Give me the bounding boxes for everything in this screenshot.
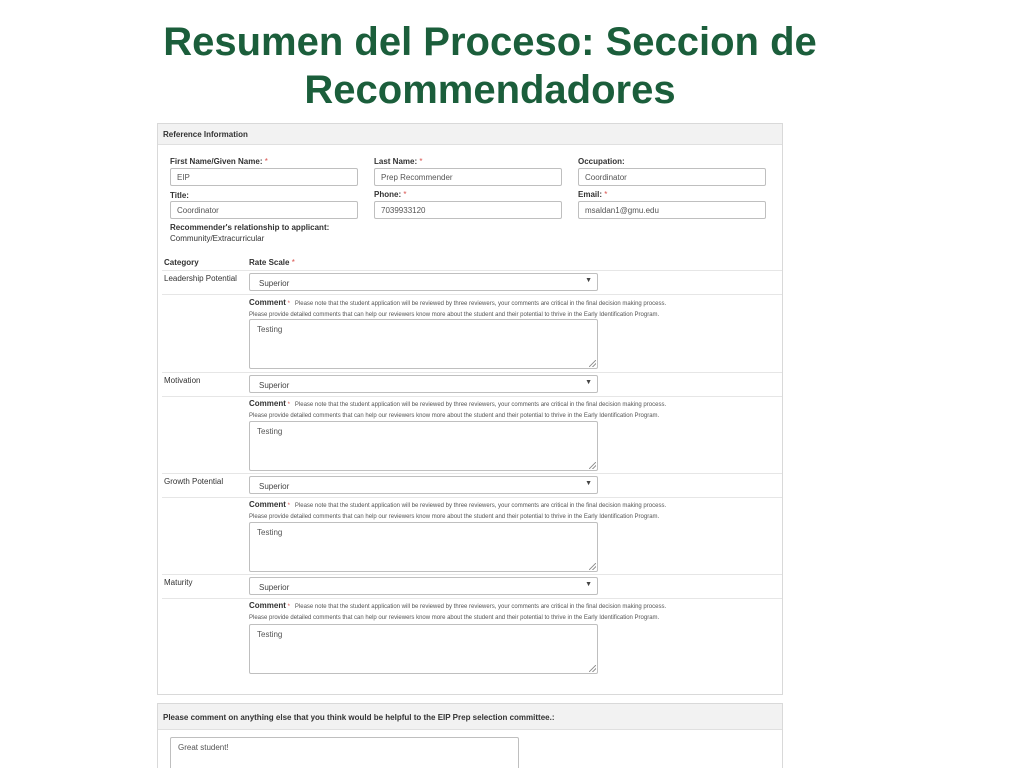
row-divider — [162, 372, 782, 373]
comment-textarea-leadership-potential[interactable]: Testing — [249, 319, 598, 369]
comment-textarea-growth-potential[interactable]: Testing — [249, 522, 598, 572]
first-name-field[interactable]: EIP — [170, 168, 358, 186]
rating-select-growth-potential[interactable]: Superior ▼ — [249, 476, 598, 494]
resize-handle-icon[interactable] — [589, 665, 596, 672]
relationship-value: Community/Extracurricular — [170, 234, 265, 243]
resize-handle-icon[interactable] — [589, 360, 596, 367]
last-name-field[interactable]: Prep Recommender — [374, 168, 562, 186]
category-column-header: Category — [164, 258, 199, 267]
row-divider — [162, 270, 782, 271]
reference-information-panel — [157, 123, 783, 695]
slide-title-line-1: Resumen del Proceso: Seccion de — [163, 20, 817, 64]
row-divider — [162, 497, 782, 498]
title-field[interactable]: Coordinator — [170, 201, 358, 219]
chevron-down-icon: ▼ — [585, 277, 592, 284]
row-divider — [162, 598, 782, 599]
additional-comments-textarea[interactable]: Great student! — [170, 737, 519, 768]
required-marker: * — [264, 157, 268, 166]
occupation-field[interactable]: Coordinator — [578, 168, 766, 186]
comment-instructions: Comment * Please note that the student application will be reviewed by three reviewers, your comments are critical in the final decision making process. Please provide detailed comments that can help our reviewers know more about the student and their potential to thrive in the Early Identification Program. — [249, 500, 667, 520]
resize-handle-icon[interactable] — [589, 462, 596, 469]
rating-select-maturity[interactable]: Superior ▼ — [249, 577, 598, 595]
rate-scale-column-header: Rate Scale * — [249, 258, 295, 267]
first-name-label: First Name/Given Name: * — [170, 157, 268, 166]
category-maturity: Maturity — [164, 578, 193, 587]
last-name-label: Last Name: * — [374, 157, 423, 166]
comment-instructions: Comment * Please note that the student application will be reviewed by three reviewers, your comments are critical in the final decision making process. Please provide detailed comments that can help our reviewers know more about the student and their potential to thrive in the Early Identification Program. — [249, 601, 667, 621]
row-divider — [162, 574, 782, 575]
slide-title-line-2: Recommendadores — [304, 68, 676, 112]
category-growth-potential: Growth Potential — [164, 477, 224, 486]
chevron-down-icon: ▼ — [585, 379, 592, 386]
phone-field[interactable]: 7039933120 — [374, 201, 562, 219]
rating-select-leadership-potential[interactable]: Superior ▼ — [249, 273, 598, 291]
occupation-label: Occupation: — [578, 157, 625, 166]
comment-textarea-motivation[interactable]: Testing — [249, 421, 598, 471]
chevron-down-icon: ▼ — [585, 581, 592, 588]
comment-textarea-maturity[interactable]: Testing — [249, 624, 598, 674]
email-label: Email: * — [578, 190, 608, 199]
rating-select-motivation[interactable]: Superior ▼ — [249, 375, 598, 393]
row-divider — [162, 473, 782, 474]
additional-comments-panel — [157, 703, 783, 768]
required-marker: * — [419, 157, 423, 166]
comment-instructions: Comment * Please note that the student application will be reviewed by three reviewers, your comments are critical in the final decision making process. Please provide detailed comments that can help our reviewers know more about the student and their potential to thrive in the Early Identification Program. — [249, 399, 667, 419]
comment-instructions: Comment * Please note that the student application will be reviewed by three reviewers, your comments are critical in the final decision making process. Please provide detailed comments that can help our reviewers know more about the student and their potential to thrive in the Early Identification Program. — [249, 298, 667, 318]
chevron-down-icon: ▼ — [585, 480, 592, 487]
required-marker: * — [604, 190, 608, 199]
category-leadership-potential: Leadership Potential — [164, 274, 237, 283]
reference-information-heading: Reference Information — [158, 124, 782, 145]
row-divider — [162, 294, 782, 295]
additional-comments-heading: Please comment on anything else that you think would be helpful to the EIP Prep selection committee.: — [158, 704, 782, 730]
email-field[interactable]: msaldan1@gmu.edu — [578, 201, 766, 219]
required-marker: * — [403, 190, 407, 199]
row-divider — [162, 396, 782, 397]
required-marker: * — [291, 258, 295, 267]
slide-title — [0, 18, 980, 114]
phone-label: Phone: * — [374, 190, 407, 199]
category-motivation: Motivation — [164, 376, 201, 385]
title-label: Title: — [170, 191, 189, 200]
resize-handle-icon[interactable] — [589, 563, 596, 570]
relationship-label: Recommender's relationship to applicant: — [170, 223, 330, 232]
